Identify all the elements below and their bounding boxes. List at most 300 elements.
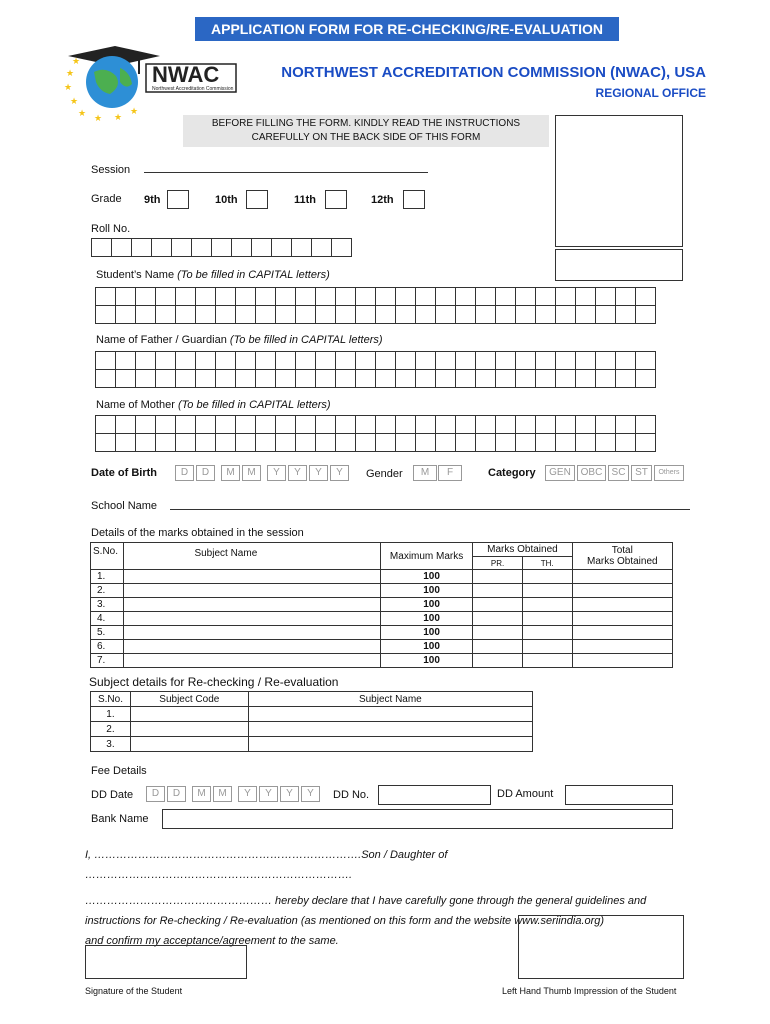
roll-cell[interactable] [171, 238, 192, 257]
mother-name-cell[interactable] [415, 415, 436, 434]
school-label: School Name [91, 500, 158, 512]
student-name-cell[interactable] [635, 305, 656, 324]
dd-date-cell[interactable]: D [167, 786, 186, 802]
father-name-cell[interactable] [375, 369, 396, 388]
roll-cell[interactable] [231, 238, 252, 257]
instructions-line1: BEFORE FILLING THE FORM. KINDLY READ THE INSTRUCTIONS [211, 118, 521, 129]
father-name-cell[interactable] [355, 351, 376, 370]
student-name-cell[interactable] [235, 305, 256, 324]
father-name-cell[interactable] [335, 351, 356, 370]
student-name-cell[interactable] [355, 287, 376, 306]
student-name-cell[interactable] [335, 305, 356, 324]
father-name-cell[interactable] [455, 351, 476, 370]
father-name-cell[interactable] [135, 351, 156, 370]
mother-name-cell[interactable] [215, 415, 236, 434]
mother-name-cell[interactable] [355, 433, 376, 452]
bank-name-input[interactable] [162, 809, 673, 829]
father-name-cell[interactable] [215, 369, 236, 388]
marks-row [91, 626, 673, 640]
org-name: NORTHWEST ACCREDITATION COMMISSION (NWAC), USA [281, 64, 706, 81]
student-name-cell[interactable] [475, 305, 496, 324]
marks-col-th: TH. [522, 557, 572, 570]
roll-cell[interactable] [191, 238, 212, 257]
mother-name-grid[interactable] [95, 415, 655, 452]
father-name-cell[interactable] [575, 369, 596, 388]
mother-name-cell[interactable] [455, 433, 476, 452]
marks-row-pr[interactable] [473, 640, 523, 654]
student-name-cell[interactable] [495, 305, 516, 324]
roll-cell[interactable] [91, 238, 112, 257]
form-title: APPLICATION FORM FOR RE-CHECKING/RE-EVALUATION [195, 17, 619, 41]
marks-row-subject[interactable] [124, 654, 381, 668]
marks-row [91, 640, 673, 654]
dob-cell[interactable]: M [242, 465, 261, 481]
father-name-cell[interactable] [115, 369, 136, 388]
mother-name-cell[interactable] [95, 433, 116, 452]
marks-row-total[interactable] [572, 654, 672, 668]
recheck-row-name[interactable] [248, 707, 532, 722]
svg-text:★: ★ [72, 56, 81, 66]
marks-row-max: 100 [380, 598, 472, 612]
category-gen-box[interactable]: GEN [545, 465, 575, 481]
father-name-cell[interactable] [175, 369, 196, 388]
student-name-cell[interactable] [435, 287, 456, 306]
marks-col-pr: PR. [473, 557, 523, 570]
student-name-cell[interactable] [295, 305, 316, 324]
student-name-cell[interactable] [415, 305, 436, 324]
mother-name-cell[interactable] [395, 433, 416, 452]
declaration-line1: I, ……………………………………………………………….Son / Daughter of ………………………………………………………………. [85, 849, 448, 881]
mother-name-cell[interactable] [235, 415, 256, 434]
grade-9-checkbox[interactable] [167, 190, 189, 209]
mother-name-cell[interactable] [335, 415, 356, 434]
dd-date-cell[interactable]: Y [259, 786, 278, 802]
father-name-cell[interactable] [335, 369, 356, 388]
father-name-cell[interactable] [475, 351, 496, 370]
marks-row-th[interactable] [522, 570, 572, 584]
father-name-cell[interactable] [295, 369, 316, 388]
photo-box[interactable] [555, 115, 683, 247]
father-name-hint: (To be filled in CAPITAL letters) [229, 334, 383, 346]
mother-name-cell[interactable] [595, 433, 616, 452]
student-name-cell[interactable] [435, 305, 456, 324]
student-name-cell[interactable] [95, 287, 116, 306]
dob-cell[interactable]: Y [309, 465, 328, 481]
mother-name-cell[interactable] [275, 433, 296, 452]
mother-name-cell[interactable] [515, 433, 536, 452]
student-name-cell[interactable] [235, 287, 256, 306]
student-name-cell[interactable] [315, 287, 336, 306]
mother-name-cell[interactable] [555, 433, 576, 452]
regional-office: REGIONAL OFFICE [595, 86, 706, 100]
student-name-cell[interactable] [295, 287, 316, 306]
marks-row [91, 598, 673, 612]
mother-name-cell[interactable] [275, 415, 296, 434]
mother-name-cell[interactable] [255, 415, 276, 434]
mother-name-cell[interactable] [635, 433, 656, 452]
mother-name-cell[interactable] [515, 415, 536, 434]
father-name-cell[interactable] [295, 351, 316, 370]
student-name-cell[interactable] [595, 287, 616, 306]
father-name-cell[interactable] [635, 351, 656, 370]
mother-name-cell[interactable] [195, 415, 216, 434]
mother-name-cell[interactable] [115, 433, 136, 452]
recheck-table [90, 691, 533, 752]
mother-name-cell[interactable] [135, 415, 156, 434]
student-name-cell[interactable] [415, 287, 436, 306]
marks-row-pr[interactable] [473, 654, 523, 668]
marks-row-pr[interactable] [473, 612, 523, 626]
father-name-cell[interactable] [315, 351, 336, 370]
marks-col-sno: S.No. [91, 543, 124, 570]
father-name-row [95, 351, 655, 370]
mother-name-cell[interactable] [555, 415, 576, 434]
mother-name-cell[interactable] [495, 415, 516, 434]
student-name-cell[interactable] [595, 305, 616, 324]
marks-col-max: Maximum Marks [380, 543, 472, 570]
recheck-row-name[interactable] [248, 722, 532, 737]
marks-row-total[interactable] [572, 626, 672, 640]
student-name-row [95, 287, 655, 306]
father-name-cell[interactable] [195, 369, 216, 388]
recheck-col-name: Subject Name [248, 692, 532, 707]
recheck-row-code[interactable] [130, 737, 248, 752]
student-name-cell[interactable] [155, 287, 176, 306]
student-name-cell[interactable] [135, 287, 156, 306]
father-name-cell[interactable] [315, 369, 336, 388]
mother-name-cell[interactable] [575, 415, 596, 434]
student-name-cell[interactable] [155, 305, 176, 324]
grade-10-checkbox[interactable] [246, 190, 268, 209]
mother-name-cell[interactable] [475, 433, 496, 452]
student-name-cell[interactable] [615, 287, 636, 306]
dd-no-input[interactable] [378, 785, 491, 805]
dd-date-cell[interactable]: Y [238, 786, 257, 802]
student-name-cell[interactable] [175, 305, 196, 324]
recheck-row [91, 737, 533, 752]
marks-row-total[interactable] [572, 640, 672, 654]
thumb-impression-label: Left Hand Thumb Impression of the Student [502, 986, 677, 996]
mother-name-cell[interactable] [295, 415, 316, 434]
school-field[interactable] [170, 509, 690, 510]
mother-name-cell[interactable] [575, 433, 596, 452]
student-name-cell[interactable] [535, 287, 556, 306]
marks-row-subject[interactable] [124, 612, 381, 626]
mother-name-cell[interactable] [455, 415, 476, 434]
marks-row-subject[interactable] [124, 598, 381, 612]
mother-name-label: Name of Mother [96, 399, 175, 411]
dob-cell[interactable]: D [196, 465, 215, 481]
session-label: Session [91, 164, 131, 176]
father-name-cell[interactable] [195, 351, 216, 370]
student-name-cell[interactable] [175, 287, 196, 306]
mother-name-cell[interactable] [115, 415, 136, 434]
father-name-cell[interactable] [555, 351, 576, 370]
category-obc-box[interactable]: OBC [577, 465, 606, 481]
father-name-cell[interactable] [615, 351, 636, 370]
father-name-cell[interactable] [95, 369, 116, 388]
father-name-cell[interactable] [535, 369, 556, 388]
mother-name-cell[interactable] [255, 433, 276, 452]
student-name-cell[interactable] [395, 287, 416, 306]
marks-row-total[interactable] [572, 612, 672, 626]
session-field[interactable] [144, 172, 428, 173]
father-name-cell[interactable] [435, 351, 456, 370]
father-name-cell[interactable] [395, 351, 416, 370]
mother-name-cell[interactable] [435, 433, 456, 452]
marks-row-pr[interactable] [473, 598, 523, 612]
dd-date-label: DD Date [91, 789, 134, 801]
student-name-cell[interactable] [555, 287, 576, 306]
father-name-cell[interactable] [255, 369, 276, 388]
student-name-cell[interactable] [195, 305, 216, 324]
mother-name-cell[interactable] [155, 415, 176, 434]
student-name-cell[interactable] [255, 287, 276, 306]
student-name-cell[interactable] [475, 287, 496, 306]
svg-text:★: ★ [130, 106, 139, 116]
mother-name-cell[interactable] [375, 415, 396, 434]
mother-name-cell[interactable] [355, 415, 376, 434]
father-name-cell[interactable] [495, 351, 516, 370]
logo-subtext: Northwest Accreditation Commission [152, 86, 234, 92]
mother-name-cell[interactable] [535, 433, 556, 452]
student-name-heading [96, 269, 330, 281]
dob-cell[interactable]: Y [330, 465, 349, 481]
marks-col-obtained: Marks Obtained [473, 543, 572, 557]
marks-col-total-line2: Marks Obtained [586, 556, 658, 567]
roll-cell[interactable] [271, 238, 292, 257]
dob-cell[interactable]: Y [288, 465, 307, 481]
grade-11-checkbox[interactable] [325, 190, 347, 209]
marks-row-th[interactable] [522, 626, 572, 640]
student-name-cell[interactable] [115, 305, 136, 324]
student-name-cell[interactable] [575, 287, 596, 306]
father-name-cell[interactable] [235, 351, 256, 370]
category-sc-box[interactable]: SC [608, 465, 629, 481]
marks-row-pr[interactable] [473, 584, 523, 598]
father-name-cell[interactable] [355, 369, 376, 388]
student-name-cell[interactable] [275, 287, 296, 306]
student-name-cell[interactable] [315, 305, 336, 324]
mother-name-cell[interactable] [635, 415, 656, 434]
grade-12-checkbox[interactable] [403, 190, 425, 209]
father-name-cell[interactable] [155, 351, 176, 370]
student-name-cell[interactable] [195, 287, 216, 306]
mother-name-cell[interactable] [395, 415, 416, 434]
mother-name-cell[interactable] [195, 433, 216, 452]
dd-amount-input[interactable] [565, 785, 673, 805]
father-name-cell[interactable] [515, 351, 536, 370]
recheck-col-code: Subject Code [130, 692, 248, 707]
student-name-cell[interactable] [515, 305, 536, 324]
father-name-cell[interactable] [155, 369, 176, 388]
father-name-cell[interactable] [475, 369, 496, 388]
student-name-cell[interactable] [535, 305, 556, 324]
marks-row-th[interactable] [522, 584, 572, 598]
father-name-cell[interactable] [455, 369, 476, 388]
thumb-impression-box[interactable] [518, 915, 684, 979]
father-name-cell[interactable] [615, 369, 636, 388]
mother-name-hint: (To be filled in CAPITAL letters) [177, 399, 331, 411]
student-name-cell[interactable] [395, 305, 416, 324]
mother-name-cell[interactable] [155, 433, 176, 452]
marks-row-th[interactable] [522, 598, 572, 612]
mother-name-cell[interactable] [615, 415, 636, 434]
dob-cell[interactable]: Y [267, 465, 286, 481]
mother-name-row [95, 433, 655, 452]
recheck-row-code[interactable] [130, 722, 248, 737]
marks-row-total[interactable] [572, 570, 672, 584]
student-name-cell[interactable] [275, 305, 296, 324]
dd-date-cell[interactable]: Y [280, 786, 299, 802]
father-name-cell[interactable] [275, 369, 296, 388]
marks-row-max: 100 [380, 626, 472, 640]
father-name-cell[interactable] [375, 351, 396, 370]
father-name-cell[interactable] [135, 369, 156, 388]
father-name-cell[interactable] [575, 351, 596, 370]
father-name-cell[interactable] [595, 369, 616, 388]
dd-date-cell[interactable]: D [146, 786, 165, 802]
mother-name-cell[interactable] [175, 415, 196, 434]
mother-name-cell[interactable] [475, 415, 496, 434]
student-name-cell[interactable] [555, 305, 576, 324]
student-name-cell[interactable] [575, 305, 596, 324]
student-name-cell[interactable] [455, 305, 476, 324]
mother-name-cell[interactable] [335, 433, 356, 452]
student-name-cell[interactable] [375, 287, 396, 306]
marks-section-title: Details of the marks obtained in the session [91, 527, 304, 539]
father-name-cell[interactable] [275, 351, 296, 370]
declaration-line2: …………………………………………… hereby declare that I have carefully gone through the general guidelines and [85, 895, 647, 907]
marks-row-subject[interactable] [124, 640, 381, 654]
mother-name-cell[interactable] [315, 415, 336, 434]
student-name-cell[interactable] [355, 305, 376, 324]
student-name-cell[interactable] [115, 287, 136, 306]
marks-row-subject[interactable] [124, 626, 381, 640]
mother-name-cell[interactable] [435, 415, 456, 434]
mother-name-cell[interactable] [495, 433, 516, 452]
father-name-cell[interactable] [255, 351, 276, 370]
marks-row-pr[interactable] [473, 626, 523, 640]
student-name-cell[interactable] [95, 305, 116, 324]
marks-row-th[interactable] [522, 654, 572, 668]
mother-name-cell[interactable] [535, 415, 556, 434]
roll-cell[interactable] [251, 238, 272, 257]
father-name-cell[interactable] [175, 351, 196, 370]
father-name-cell[interactable] [215, 351, 236, 370]
gender-m-box[interactable]: M [413, 465, 437, 481]
dob-cell[interactable]: M [221, 465, 240, 481]
student-name-cell[interactable] [615, 305, 636, 324]
marks-row-subject[interactable] [124, 570, 381, 584]
father-name-cell[interactable] [535, 351, 556, 370]
svg-text:★: ★ [66, 68, 75, 78]
dob-label: Date of Birth [91, 467, 157, 479]
student-signature-box[interactable] [85, 945, 247, 979]
mother-name-cell[interactable] [295, 433, 316, 452]
student-name-cell[interactable] [135, 305, 156, 324]
father-name-cell[interactable] [95, 351, 116, 370]
roll-cell[interactable] [291, 238, 312, 257]
marks-row-total[interactable] [572, 584, 672, 598]
marks-row-sno: 4. [91, 612, 124, 626]
marks-row-subject[interactable] [124, 584, 381, 598]
photo-signature-box[interactable] [555, 249, 683, 281]
category-st-box[interactable]: ST [631, 465, 652, 481]
father-name-grid[interactable] [95, 351, 655, 388]
father-name-cell[interactable] [115, 351, 136, 370]
mother-name-cell[interactable] [95, 415, 116, 434]
roll-cell[interactable] [211, 238, 232, 257]
student-name-cell[interactable] [255, 305, 276, 324]
dd-date-cell[interactable]: M [213, 786, 232, 802]
father-name-cell[interactable] [235, 369, 256, 388]
mother-name-cell[interactable] [235, 433, 256, 452]
marks-row-max: 100 [380, 612, 472, 626]
grade-12-label: 12th [371, 194, 394, 206]
mother-name-cell[interactable] [415, 433, 436, 452]
roll-cell[interactable] [331, 238, 352, 257]
roll-cell[interactable] [311, 238, 332, 257]
dd-date-cell[interactable]: Y [301, 786, 320, 802]
recheck-row-code[interactable] [130, 707, 248, 722]
roll-cell[interactable] [131, 238, 152, 257]
student-name-grid[interactable] [95, 287, 655, 324]
father-name-cell[interactable] [635, 369, 656, 388]
mother-name-cell[interactable] [135, 433, 156, 452]
father-name-cell[interactable] [495, 369, 516, 388]
marks-col-subject: Subject Name [124, 543, 381, 570]
dd-date-cell[interactable]: M [192, 786, 211, 802]
svg-text:★: ★ [64, 82, 73, 92]
mother-name-cell[interactable] [315, 433, 336, 452]
student-name-cell[interactable] [635, 287, 656, 306]
student-name-cell[interactable] [375, 305, 396, 324]
recheck-col-sno: S.No. [91, 692, 131, 707]
father-name-cell[interactable] [435, 369, 456, 388]
roll-cell[interactable] [151, 238, 172, 257]
father-name-cell[interactable] [415, 369, 436, 388]
student-name-cell[interactable] [455, 287, 476, 306]
recheck-row-name[interactable] [248, 737, 532, 752]
mother-name-cell[interactable] [595, 415, 616, 434]
student-name-cell[interactable] [335, 287, 356, 306]
marks-row-pr[interactable] [473, 570, 523, 584]
mother-name-cell[interactable] [175, 433, 196, 452]
svg-text:★: ★ [70, 96, 79, 106]
student-name-cell[interactable] [215, 287, 236, 306]
roll-cell[interactable] [111, 238, 132, 257]
mother-name-cell[interactable] [615, 433, 636, 452]
marks-row-th[interactable] [522, 612, 572, 626]
marks-row-th[interactable] [522, 640, 572, 654]
roll-number-grid[interactable] [91, 238, 351, 257]
father-name-cell[interactable] [395, 369, 416, 388]
mother-name-cell[interactable] [215, 433, 236, 452]
student-name-cell[interactable] [515, 287, 536, 306]
father-name-cell[interactable] [595, 351, 616, 370]
student-name-cell[interactable] [215, 305, 236, 324]
father-name-cell[interactable] [515, 369, 536, 388]
category-others-box[interactable]: Others [654, 465, 684, 481]
father-name-cell[interactable] [415, 351, 436, 370]
gender-f-box[interactable]: F [438, 465, 462, 481]
father-name-cell[interactable] [555, 369, 576, 388]
mother-name-cell[interactable] [375, 433, 396, 452]
marks-row-total[interactable] [572, 598, 672, 612]
student-name-cell[interactable] [495, 287, 516, 306]
dob-cell[interactable]: D [175, 465, 194, 481]
